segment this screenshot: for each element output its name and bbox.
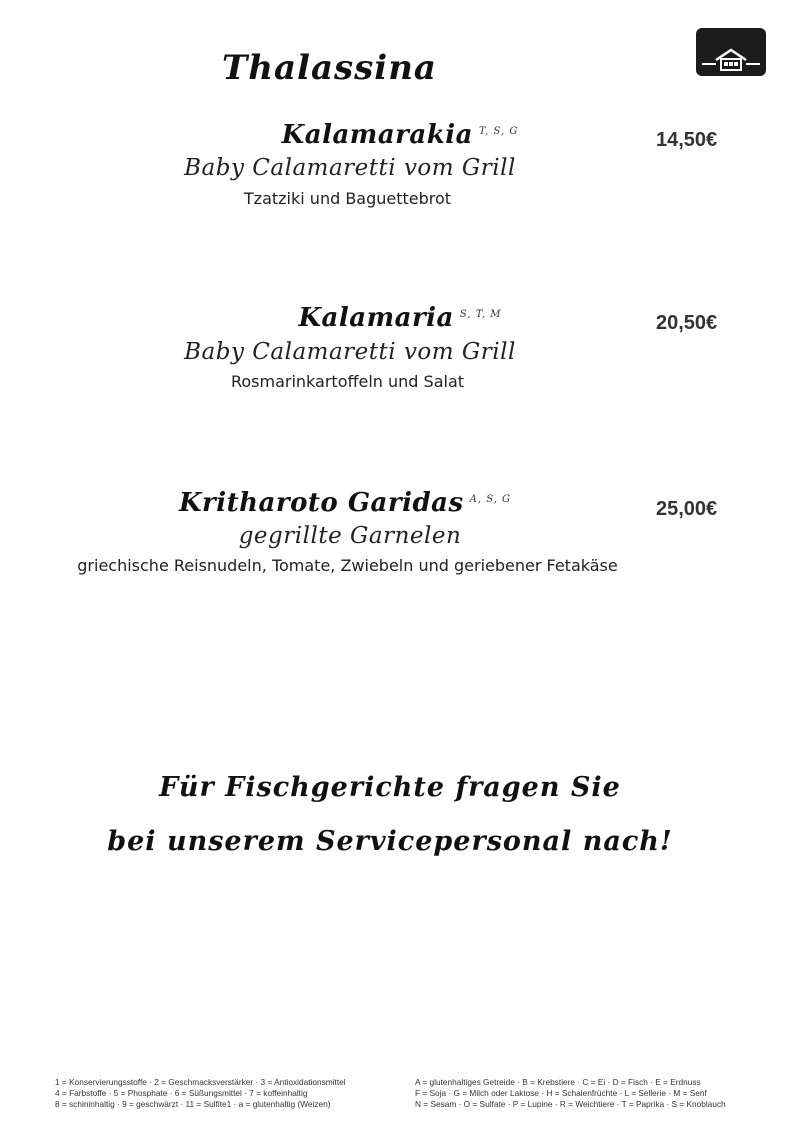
- house-logo-icon: [696, 28, 766, 76]
- dish-allergens: S, T, M: [459, 309, 502, 320]
- dish-description: Rosmarinkartoffeln und Salat: [230, 372, 465, 391]
- dish-name: Kalamaria: [298, 303, 454, 333]
- dish-description: Tzatziki und Baguettebrot: [243, 189, 452, 208]
- dish-name: Kalamarakia: [281, 120, 473, 150]
- legend-line: 1 = Konservierungsstoffe · 2 = Geschmacksverstärker · 3 = Antioxidationsmittel: [55, 1077, 346, 1087]
- dish-subtitle: gegrillte Garnelen: [238, 523, 462, 549]
- dish-price: 25,00€: [656, 498, 718, 520]
- legend-line: 4 = Farbstoffe · 5 = Phosphate · 6 = Süßungsmittel · 7 = koffeinhaltig: [55, 1088, 308, 1099]
- legend-line: F = Soja · G = Milch oder Laktose · H = Schalenfrüchte · L = Sellerie · M = Senf: [415, 1088, 707, 1099]
- legend-line: N = Sesam · O = Sulfate · P = Lupine · R = Weichtiere · T = Paprika · S = Knoblauch: [415, 1099, 726, 1110]
- dish-allergens: T, S, G: [478, 126, 519, 137]
- dish-subtitle: Baby Calamaretti vom Grill: [184, 339, 516, 365]
- allergens-legend: [415, 1077, 726, 1111]
- legend-line: 8 = schininhaltig · 9 = geschwärzt · 11 = Sulfite1 · a = glutenhaltig (Weizen): [55, 1099, 331, 1110]
- menu-title: Thalassina: [222, 48, 437, 88]
- legend-line: A = glutenhaltiges Getreide · B = Krebstiere · C = Ei · D = Fisch · E = Erdnuss: [415, 1077, 701, 1087]
- additives-legend: [55, 1077, 346, 1111]
- dish-name: Kritharoto Garidas: [178, 488, 464, 518]
- fish-note-line-1: Für Fischgerichte fragen Sie: [159, 772, 621, 803]
- fish-note-line-2: bei unserem Servicepersonal nach!: [107, 826, 673, 857]
- dish-description: griechische Reisnudeln, Tomate, Zwiebeln und geriebener Fetakäse: [77, 556, 618, 575]
- dish-price: 14,50€: [656, 129, 718, 151]
- dish-allergens: A, S, G: [469, 494, 512, 505]
- dish-price: 20,50€: [656, 312, 718, 334]
- dish-subtitle: Baby Calamaretti vom Grill: [184, 155, 516, 181]
